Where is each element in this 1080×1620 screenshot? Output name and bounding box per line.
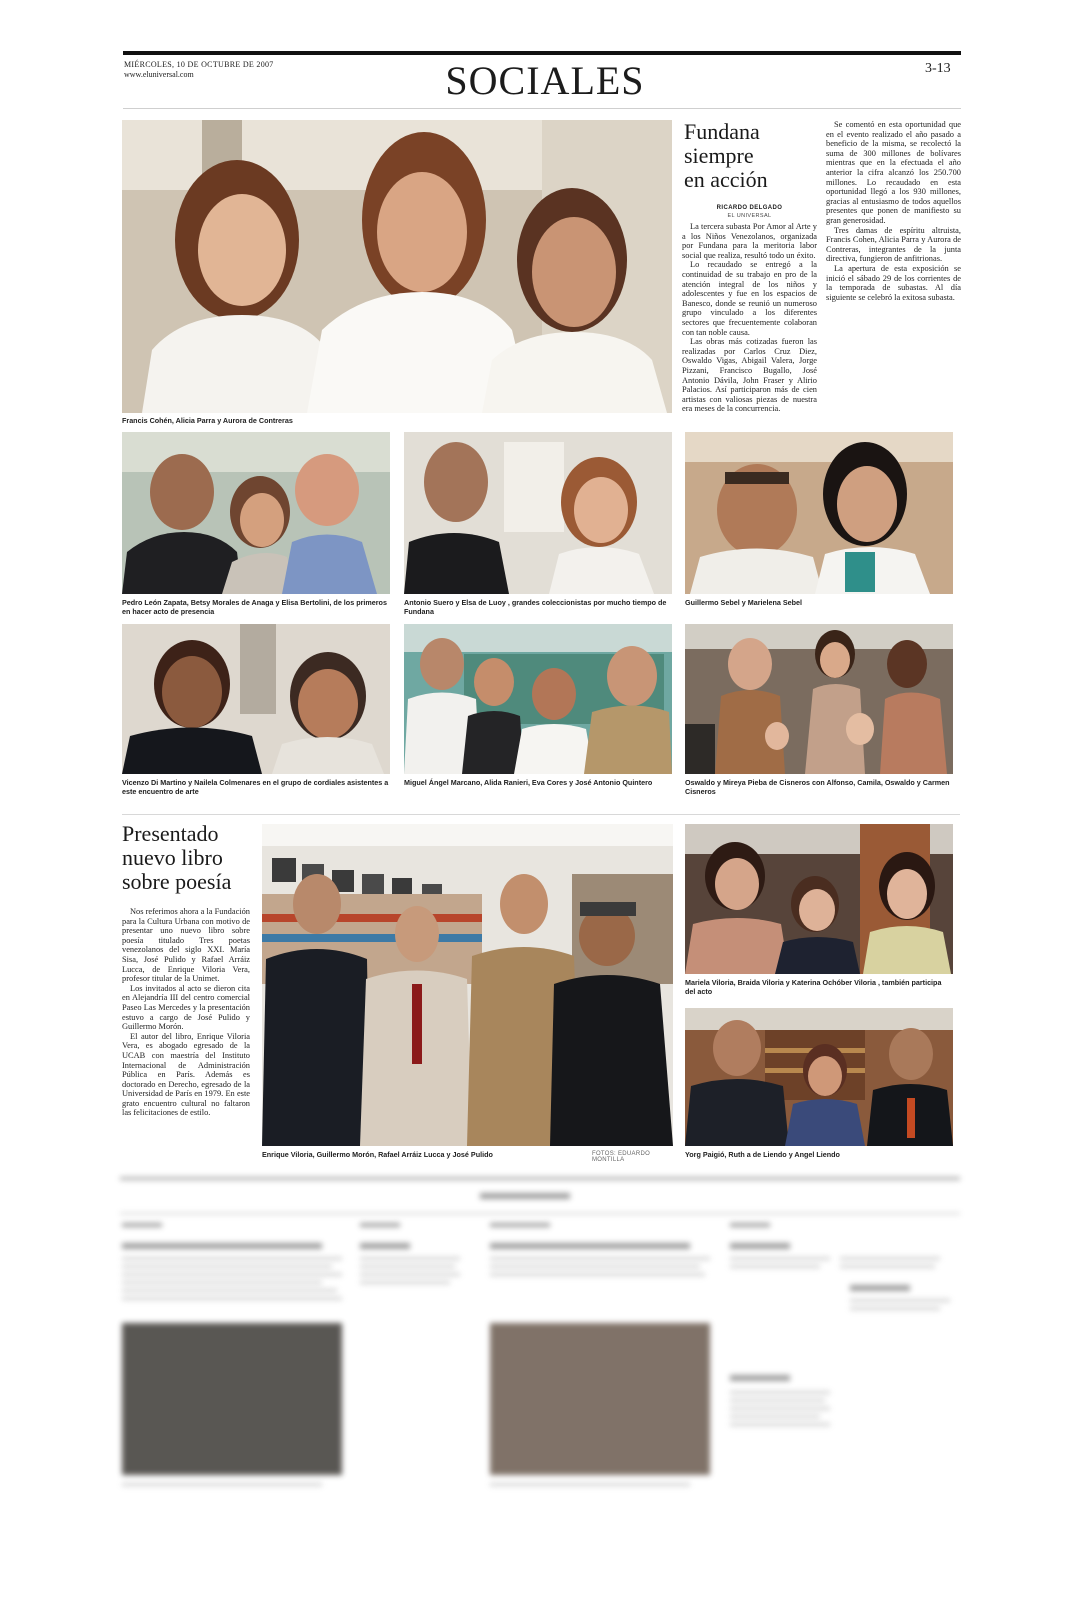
article1-paragraph: La tercera subasta Por Amor al Arte y a los Niños Venezolanos, organizada por Fundana para la meritoria labor social que realiza, resultó todo un éxito. [682, 222, 817, 260]
article1-headline-line: siempre [684, 143, 754, 168]
photo-oswaldo-cisneros [685, 624, 953, 774]
article1-paragraph: Lo recaudado se entregó a la continuidad de su trabajo en pro de la atención integral de los niños y adolescentes y fue en los espacios de Banesco, donde se reunió un numeroso grupo vinculado a los diferentes sectores que frecuentemente colaboran con tan noble causa. [682, 260, 817, 337]
photo-caption: Guillermo Sebel y Marielena Sebel [685, 598, 803, 607]
article2-headline-line: Presentado [122, 821, 219, 846]
photo-yorg-paigio [685, 1008, 953, 1146]
article2-paragraph: Los invitados al acto se dieron cita en Alejandría III del centro comercial Paseo Las Mercedes y la presentación estuvo a cargo de José Pulido y Guillermo Morón. [122, 983, 250, 1032]
top-rule [123, 51, 961, 55]
article1-byline-source: EL UNIVERSAL [727, 213, 772, 219]
page-number: 3-13 [925, 61, 951, 76]
website: www.eluniversal.com [124, 70, 194, 79]
article1-headline-line: en acción [684, 167, 768, 192]
issue-date: MIÉRCOLES, 10 DE OCTUBRE DE 2007 [124, 60, 274, 69]
photo-caption: Mariela Viloria, Braida Viloria y Katerina Ochóber Viloria , también participa del acto [685, 978, 942, 996]
article2-body [122, 907, 250, 1159]
photo-guillermo-sebel [685, 432, 953, 594]
article2-headline-line: sobre poesía [122, 869, 232, 894]
section-title: SOCIALES [445, 58, 645, 103]
article1-col1 [682, 222, 817, 418]
photo-antonio-suero [404, 432, 672, 594]
article2-paragraph: El autor del libro, Enrique Viloria Vera, es abogado egresado de la UCAB con maestría del Instituto Internacional de Administración Pública en París. Además es doctorado en Derecho, egresado de la Universidad de París en 1979. En este grato encuentro cultural no faltaron las felicitaciones de estilo. [122, 1031, 250, 1118]
photo-mariela-viloria [685, 824, 953, 974]
article2-headline-line: nuevo libro [122, 845, 223, 870]
main-photo-caption: Francis Cohén, Alicia Parra y Aurora de Contreras [122, 416, 293, 425]
book-main-photo [262, 824, 673, 1146]
blurred-lower-page [110, 1165, 970, 1595]
photo-credit: FOTOS: EDUARDO MONTILLA [592, 1151, 651, 1163]
article1-paragraph: Se comentó en esta oportunidad que en el evento realizado el año pasado a beneficio de la misma, se recolectó la suma de 300 millones de bolívares mientras que en la efectuada el año anterior la cifra alcanzó los 250.700 millones. Lo recaudado en esta oportunidad llegó a los 930 millones, gracias al entusiasmo de todos aquellos presentes que ponen de manifiesto su gran generosidad. [826, 120, 961, 225]
photo-caption: Yorg Paigió, Ruth a de Liendo y Angel Liendo [685, 1150, 840, 1159]
photo-pedro-leon-zapata [122, 432, 390, 594]
article1-paragraph: Tres damas de espíritu altruista, Francis Cohen, Alicia Parra y Aurora de Contreras, integrantes de la junta directiva, fungieron de anfitrionas. [826, 225, 961, 264]
article1-headline [684, 120, 824, 192]
article2-paragraph: Nos referimos ahora a la Fundación para la Cultura Urbana con motivo de presentar uno nuevo libro sobre poesía titulado Tres poetas venezolanos del siglo XXI. María Sisa, José Pulido y Rafael Arráiz Lucca, de Enrique Viloria Vera, profesor titular de la Unimet. [122, 907, 250, 984]
article1-paragraph: La apertura de esta exposición se inició el sábado 29 de los corrientes de la temporada de subastas. Al día siguiente se celebró la exitosa subasta. [826, 263, 961, 302]
masthead-rule [123, 108, 961, 109]
article1-headline-line: Fundana [684, 119, 760, 144]
article1-byline: RICARDO DELGADO [716, 205, 783, 211]
photo-caption: Miguel Ángel Marcano, Alida Ranieri, Eva Cores y José Antonio Quintero [404, 778, 653, 787]
article1-paragraph: Las obras más cotizadas fueron las realizadas por Carlos Cruz Diez, Oswaldo Vigas, Abigail Valera, Jorge Pizzani, Francisco Bugallo, José Antonio Dávila, John Fraser y Alirio Palacios. Así participaron más de cien artistas con valiosas piezas de nuestra era meses de la concurrencia. [682, 337, 817, 414]
photo-caption: Antonio Suero y Elsa de Luoy , grandes coleccionistas por mucho tiempo de Fundana [404, 598, 667, 616]
main-photo [122, 120, 672, 413]
photo-caption: Vicenzo Di Martino y Nailela Colmenares en el grupo de cordiales asistentes a este encuentro de arte [122, 778, 389, 796]
article1-col2 [826, 120, 961, 416]
photo-caption: Oswaldo y Mireya Pieba de Cisneros con Alfonso, Camila, Oswaldo y Carmen Cisneros [685, 778, 950, 796]
photo-caption: Pedro León Zapata, Betsy Morales de Anaga y Elisa Bertolini, de los primeros en hacer acto de presencia [122, 598, 387, 616]
article2-headline [122, 822, 262, 894]
photo-miguel-angel-marcano [404, 624, 672, 774]
book-main-caption: Enrique Viloria, Guillermo Morón, Rafael Arráiz Lucca y José Pulido [262, 1150, 493, 1159]
section-divider [122, 814, 960, 815]
photo-vicenzo-di-martino [122, 624, 390, 774]
